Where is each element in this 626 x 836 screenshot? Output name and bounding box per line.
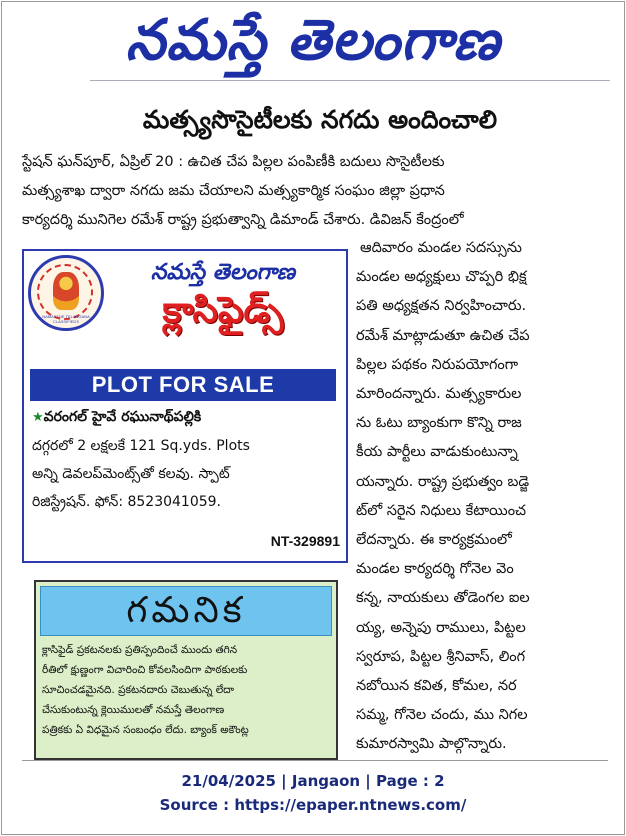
notice-box xyxy=(34,580,338,760)
classified-line: ★వరంగల్ హైవే రఘునాథ్‌పల్లికి xyxy=(32,409,202,425)
body-line: లేదన్నారు. ఈ కార్యక్రమంలో xyxy=(356,532,512,549)
classified-ad xyxy=(22,249,348,563)
body-line: యన్నారు. రాష్ట్ర ప్రభుత్వం బడ్జె xyxy=(356,473,530,490)
lead-line: కార్యదర్శి మునిగెల రమేశ్ రాష్ట్ర ప్రభుత్వాన్ని డిమాండ్ చేశారు. డివిజన్ కేంద్రంలో xyxy=(22,212,464,228)
body-line: పిల్లల పథకం నిరుపయోగంగా xyxy=(356,356,519,373)
notice-line: చేసుకుంటున్న క్లెయిములతో నమస్తే తెలంగాణ xyxy=(42,704,225,716)
body-line: కుమారస్వామి పాల్గొన్నారు. xyxy=(356,736,507,753)
body-line: మారిందన్నారు. మత్స్యకారుల xyxy=(356,386,522,403)
classified-line: రిజిస్ట్రేషన్. ఫోన్: 8523041059. xyxy=(32,494,222,510)
body-line: కన్న, నాయకులు తోడెంగల ఐల xyxy=(356,590,530,607)
classifieds-logo-icon xyxy=(28,255,104,331)
body-line: ను ఓటు బ్యాంకుగా కొన్ని రాజ xyxy=(356,415,522,432)
body-line: య్య, అన్నెపు రాములు, పిట్టల xyxy=(356,619,526,636)
lead-line: మత్స్యశాఖ ద్వారా నగదు జమ చేయాలని మత్స్యకార్మిక సంఘం జిల్లా ప్రధాన xyxy=(22,183,445,199)
classified-section-title: క్లాసిఫైడ్స్ xyxy=(162,289,284,331)
body-line: సమ్మ, గోనెల చందు, ము నిగల xyxy=(356,707,528,724)
body-line: కీయ పార్టీలు వాడుకుంటున్నా xyxy=(356,444,518,461)
notice-line: క్లాసిఫైడ్ ప్రకటనలకు ప్రతిస్పందించే ముందు తగిన xyxy=(42,644,238,656)
logo-deity-icon xyxy=(53,272,79,310)
footer-rule xyxy=(22,760,608,761)
article-headline: మత్స్యసొసైటీలకు నగదు అందించాలి xyxy=(142,105,498,134)
body-line: రమేశ్ మాట్లాడుతూ ఉచిత చేప xyxy=(356,327,530,344)
edition-info: 21/04/2025 | Jangaon | Page : 2 xyxy=(181,772,445,790)
classified-code: NT-329891 xyxy=(270,533,340,549)
body-line: మండల కార్యదర్శి గోనెల వెం xyxy=(356,561,514,578)
masthead-rule xyxy=(90,80,610,81)
newspaper-masthead: నమస్తే తెలంగాణ xyxy=(125,7,501,73)
body-line: స్వరూప, పిట్టల శ్రీనివాస్, లింగ xyxy=(356,648,526,665)
notice-line: సూచించడమైనది. ప్రకటనదారు చెబుతున్న లేదా xyxy=(42,684,235,696)
classified-text xyxy=(32,403,338,516)
logo-text: NAMASTHE TELANGANA CLASSIFIEDS xyxy=(42,314,90,324)
classified-line: అన్ని డెవలప్‌మెంట్స్‌తో కలవు. స్పాట్ xyxy=(32,466,230,482)
lead-line: స్టేషన్ ఘన్‌పూర్, ఏప్రిల్ 20 : ఉచిత చేప పిల్లల పంపిణీకి బదులు సొసైటీలకు xyxy=(22,154,445,170)
notice-text xyxy=(42,640,332,740)
body-line: ట్‌లో సరైన నిధులు కేటాయించ xyxy=(356,502,527,519)
source-link[interactable]: Source : https://epaper.ntnews.com/ xyxy=(159,796,467,814)
body-line: నబోయిన కవిత, కోమల, నర xyxy=(356,678,517,695)
article-right-column xyxy=(356,234,606,760)
body-line: మండల అధ్యక్షులు చొప్పరి భిక్ష xyxy=(356,269,527,286)
notice-line: పత్రికకు ఏ విధమైన సంబంధం లేదు. బ్యాంక్ అకౌంట్ల xyxy=(42,724,249,736)
article-lead xyxy=(22,148,608,235)
notice-title: గమనిక xyxy=(40,586,332,636)
classified-brand: నమస్తే తెలంగాణ xyxy=(150,259,296,285)
plot-for-sale-banner: PLOT FOR SALE xyxy=(30,369,336,401)
notice-line: రీతిలో క్షుణ్ణంగా విచారించి కోవలసిందిగా పాఠకులకు xyxy=(42,664,248,676)
star-icon: ★ xyxy=(32,410,44,425)
classified-line: దగ్గరలో 2 లక్షలకే 121 Sq.yds. Plots xyxy=(32,438,250,454)
body-line: ఆదివారం మండల సదస్సును xyxy=(360,240,522,256)
body-line: పతి అధ్యక్షతన నిర్వహించారు. xyxy=(356,298,527,315)
